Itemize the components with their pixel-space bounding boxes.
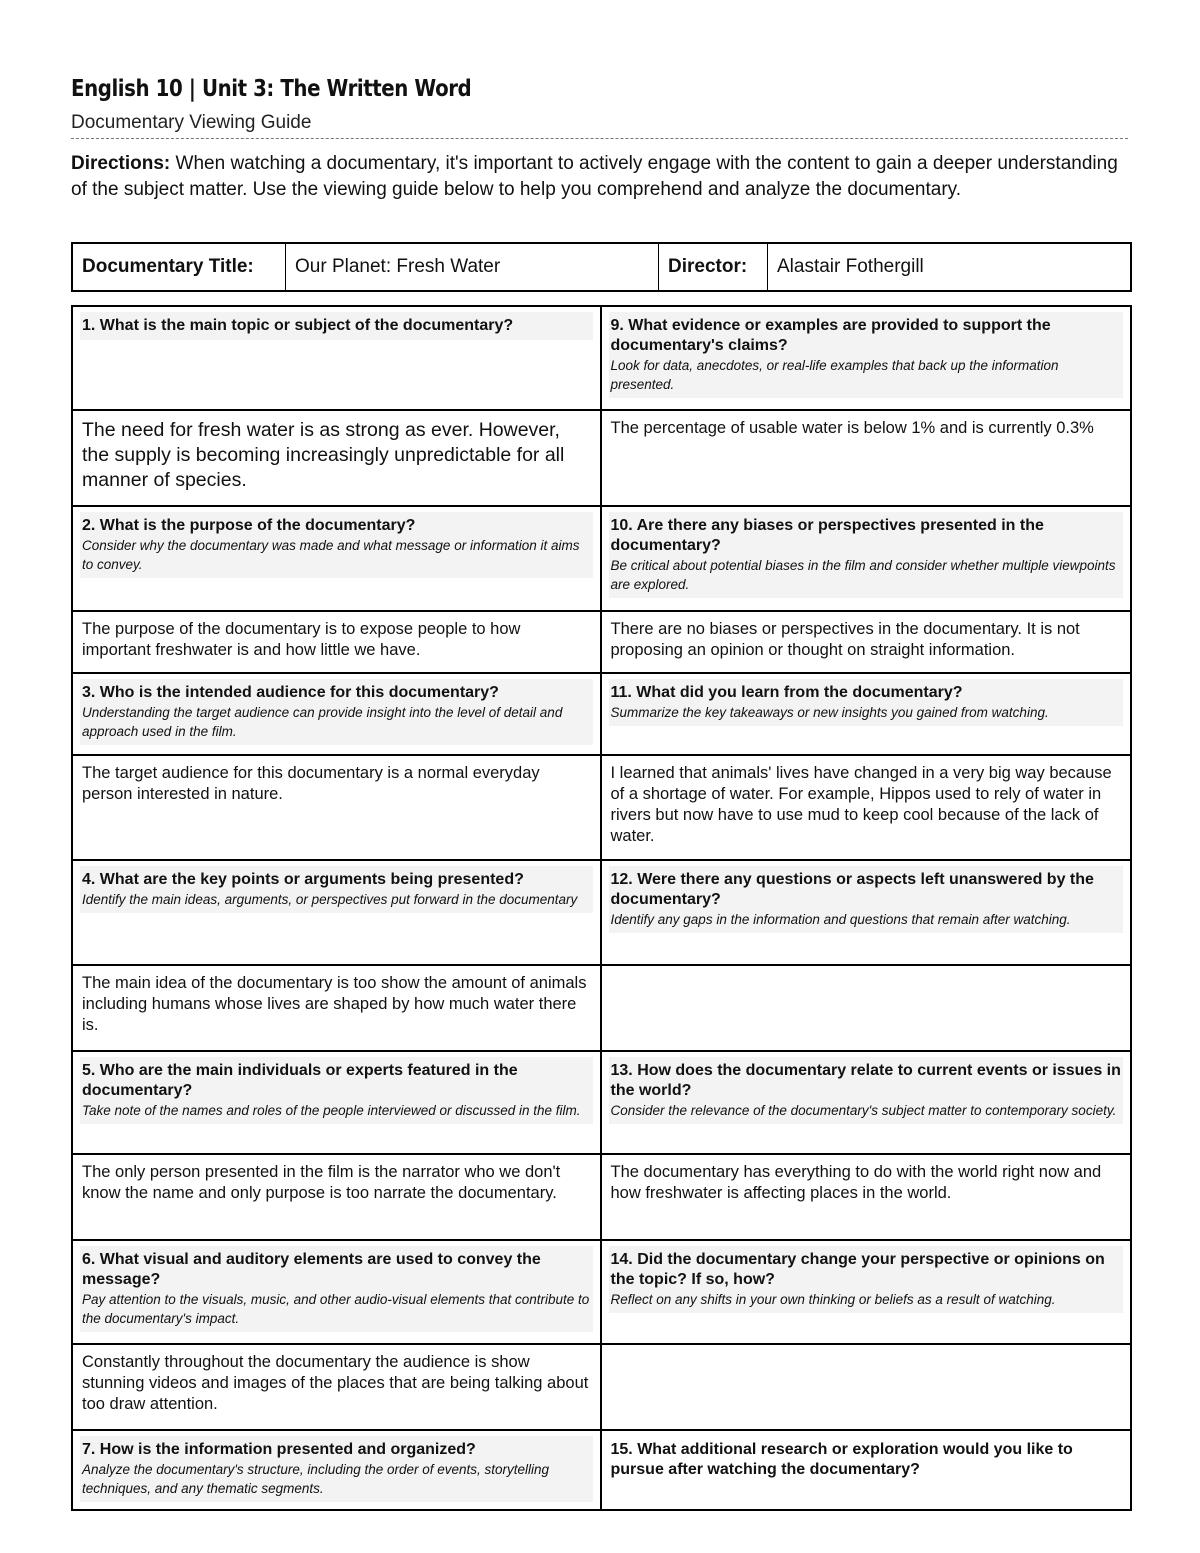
- question-hint: Reflect on any shifts in your own thinking or beliefs as a result of watching.: [610, 1292, 1056, 1307]
- answer-13[interactable]: The documentary has everything to do with the world right now and how freshwater is affecting places in the world.: [610, 1163, 1102, 1202]
- answer-row: [73, 1155, 1130, 1241]
- answer-1[interactable]: The need for fresh water is as strong as ever. However, the supply is becoming increasingly unpredictable for all manner of species.: [73, 411, 602, 505]
- question-title: 7. How is the information presented and organized?: [82, 1441, 476, 1458]
- question-15: [602, 1431, 1131, 1509]
- question-title: 13. How does the documentary relate to current events or issues in the world?: [610, 1062, 1121, 1099]
- question-title: 5. Who are the main individuals or experts featured in the documentary?: [82, 1062, 518, 1099]
- question-title: 10. Are there any biases or perspectives presented in the documentary?: [610, 517, 1044, 554]
- question-9: [602, 307, 1131, 409]
- answer-row: [73, 966, 1130, 1052]
- question-hint: Identify any gaps in the information and questions that remain after watching.: [610, 912, 1071, 927]
- question-row: [73, 1241, 1130, 1345]
- question-hint: Pay attention to the visuals, music, and other audio-visual elements that contribute to the documentary's impact.: [82, 1292, 590, 1326]
- question-4: [73, 861, 602, 964]
- question-title: 4. What are the key points or arguments being presented?: [82, 871, 524, 888]
- director-label: Director:: [659, 244, 768, 290]
- answer-12[interactable]: [602, 966, 1131, 1050]
- answer-4[interactable]: The main idea of the documentary is too show the amount of animals including humans whose lives are shaped by how much water there is.: [73, 966, 602, 1050]
- directions-text: When watching a documentary, it's important to actively engage with the content to gain a deeper understanding of the subject matter. Use the viewing guide below to help you comprehend and analyze the documentary.: [71, 153, 1118, 200]
- answer-11[interactable]: I learned that animals' lives have changed in a very big way because of a shortage of water. For example, Hippos used to rely of water in rivers but now have to use mud to keep cool because of the lack of water.: [610, 764, 1112, 845]
- question-hint: Identify the main ideas, arguments, or perspectives put forward in the documentary: [82, 892, 578, 907]
- question-2: [73, 507, 602, 610]
- question-hint: Summarize the key takeaways or new insights you gained from watching.: [610, 705, 1049, 720]
- answer-3[interactable]: The target audience for this documentary is a normal everyday person interested in nature.: [73, 756, 602, 859]
- question-hint: Consider the relevance of the documentary's subject matter to contemporary society.: [610, 1103, 1117, 1118]
- question-title: 11. What did you learn from the documentary?: [610, 684, 963, 701]
- question-11: [602, 674, 1131, 754]
- question-title: 1. What is the main topic or subject of the documentary?: [82, 317, 514, 334]
- directions-label: Directions:: [71, 153, 171, 174]
- question-5: [73, 1052, 602, 1153]
- question-title: 2. What is the purpose of the documentary?: [82, 517, 416, 534]
- question-title: 6. What visual and auditory elements are used to convey the message?: [82, 1251, 541, 1288]
- question-row: [73, 674, 1130, 756]
- question-hint: Look for data, anecdotes, or real-life examples that back up the information presented.: [610, 358, 1059, 392]
- question-1: [73, 307, 602, 409]
- question-hint: Take note of the names and roles of the people interviewed or discussed in the film.: [82, 1103, 581, 1118]
- answer-5[interactable]: The only person presented in the film is the narrator who we don't know the name and only purpose is too narrate the documentary.: [73, 1155, 602, 1239]
- question-10: [602, 507, 1131, 610]
- question-14: [602, 1241, 1131, 1343]
- directions: [71, 151, 1131, 203]
- question-title: 9. What evidence or examples are provided to support the documentary's claims?: [610, 317, 1051, 354]
- director-field[interactable]: Alastair Fothergill: [777, 256, 924, 277]
- question-hint: Understanding the target audience can provide insight into the level of detail and approach used in the film.: [82, 705, 563, 739]
- documentary-info-table: [71, 242, 1132, 292]
- question-hint: Analyze the documentary's structure, including the order of events, storytelling techniques, and any thematic segments.: [82, 1462, 550, 1496]
- answer-9[interactable]: The percentage of usable water is below 1% and is currently 0.3%: [610, 419, 1094, 437]
- question-hint: Consider why the documentary was made and what message or information it aims to convey.: [82, 538, 580, 572]
- question-row: [73, 507, 1130, 612]
- question-grid: [71, 305, 1132, 1511]
- question-3: [73, 674, 602, 754]
- question-title: 14. Did the documentary change your perspective or opinions on the topic? If so, how?: [610, 1251, 1105, 1288]
- question-hint: Be critical about potential biases in the film and consider whether multiple viewpoints are explored.: [610, 558, 1116, 592]
- divider: [71, 138, 1128, 139]
- answer-row: [73, 1345, 1130, 1431]
- question-12: [602, 861, 1131, 964]
- page-subtitle: Documentary Viewing Guide: [71, 112, 312, 133]
- question-row: [73, 861, 1130, 966]
- question-title: 3. Who is the intended audience for this documentary?: [82, 684, 499, 701]
- question-13: [602, 1052, 1131, 1153]
- answer-14[interactable]: [602, 1345, 1131, 1429]
- answer-row: [73, 411, 1130, 507]
- answer-10[interactable]: There are no biases or perspectives in the documentary. It is not proposing an opinion or thought on straight information.: [610, 620, 1080, 659]
- answer-2[interactable]: The purpose of the documentary is to expose people to how important freshwater is and how little we have.: [73, 612, 602, 672]
- question-7: [73, 1431, 602, 1509]
- title-label: Documentary Title:: [73, 244, 286, 290]
- answer-row: [73, 612, 1130, 674]
- question-title: 12. Were there any questions or aspects left unanswered by the documentary?: [610, 871, 1094, 908]
- page-title: English 10 | Unit 3: The Written Word: [71, 76, 472, 102]
- answer-row: [73, 756, 1130, 861]
- question-row: [73, 307, 1130, 411]
- question-title: 15. What additional research or exploration would you like to pursue after watching the documentary?: [610, 1441, 1073, 1478]
- question-row: [73, 1431, 1130, 1509]
- question-row: [73, 1052, 1130, 1155]
- title-field[interactable]: Our Planet: Fresh Water: [286, 244, 659, 290]
- answer-6[interactable]: Constantly throughout the documentary the audience is show stunning videos and images of the places that are being talking about too draw attention.: [73, 1345, 602, 1429]
- question-6: [73, 1241, 602, 1343]
